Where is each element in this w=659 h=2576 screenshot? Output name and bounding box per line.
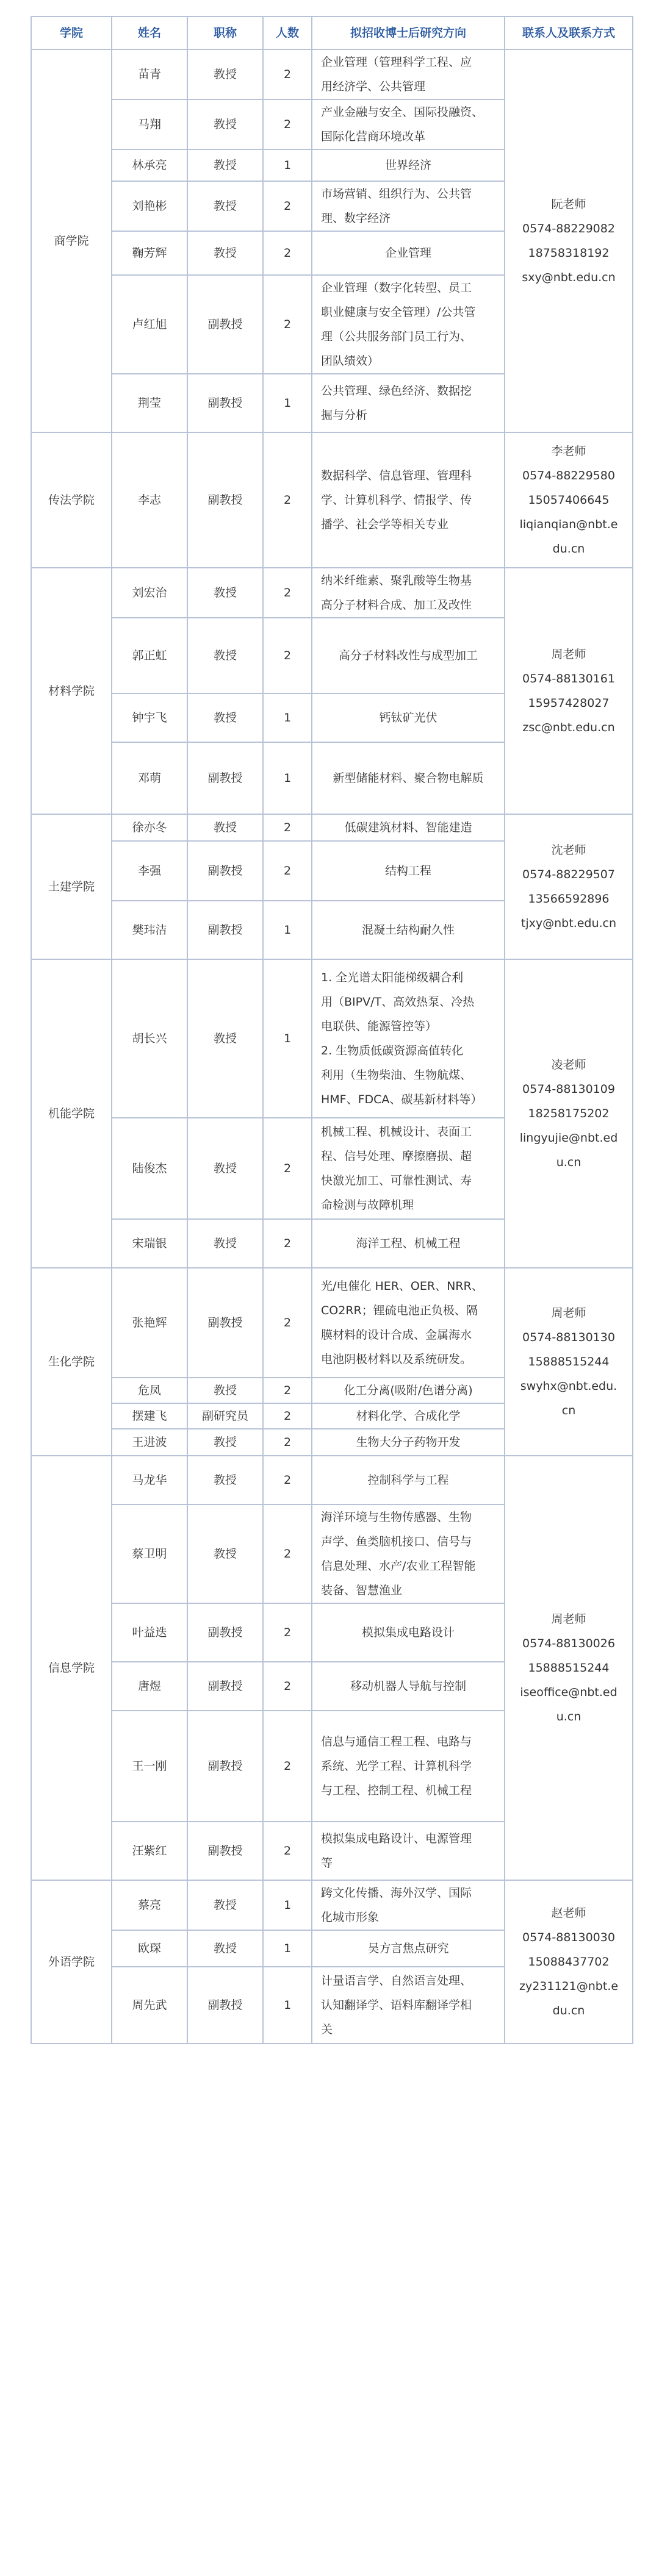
person-name: 宋瑞银	[112, 1219, 187, 1268]
text-line: 材料化学、合成化学	[356, 1409, 461, 1423]
research-direction	[312, 149, 505, 181]
text-line: du.cn	[552, 2004, 585, 2017]
table-row	[31, 959, 633, 1118]
research-direction	[312, 1378, 505, 1403]
college-cell: 机能学院	[31, 959, 112, 1268]
text-line: 控制科学与工程	[367, 1473, 449, 1487]
research-direction	[312, 1603, 505, 1662]
text-line: 关	[321, 2023, 333, 2036]
person-name: 汪紫红	[112, 1822, 187, 1880]
header-contact: 联系人及联系方式	[505, 16, 633, 49]
text-line: 光/电催化 HER、OER、NRR、	[321, 1279, 483, 1293]
contact-cell	[505, 814, 633, 959]
person-name: 张艳辉	[112, 1268, 187, 1378]
text-line: 团队绩效）	[321, 354, 380, 368]
text-line: 模拟集成电路设计、电源管理	[321, 1832, 472, 1845]
text-line: 高分子材料合成、加工及改性	[321, 598, 472, 612]
person-name: 唐煜	[112, 1662, 187, 1711]
person-name: 欧琛	[112, 1930, 187, 1967]
research-direction	[312, 1662, 505, 1711]
contact-cell	[505, 1268, 633, 1456]
quota-count: 2	[263, 1378, 312, 1403]
academic-title: 教授	[187, 1118, 263, 1219]
quota-count: 2	[263, 1711, 312, 1822]
quota-count: 2	[263, 1268, 312, 1378]
text-line: 0574-88130109	[522, 1082, 615, 1096]
recruitment-table-wrapper	[31, 16, 632, 2044]
header-count: 人数	[263, 16, 312, 49]
text-line: 新型储能材料、聚合物电解质	[333, 771, 484, 785]
academic-title: 副教授	[187, 1711, 263, 1822]
academic-title: 副教授	[187, 1268, 263, 1378]
research-direction	[312, 1118, 505, 1219]
person-name: 刘宏治	[112, 568, 187, 618]
text-line: u.cn	[556, 1156, 582, 1169]
text-line: 用经济学、公共管理	[321, 80, 426, 93]
research-direction	[312, 1219, 505, 1268]
text-line: 纳米纤维素、聚乳酸等生物基	[321, 574, 472, 587]
text-line: 海洋工程、机械工程	[356, 1237, 461, 1250]
quota-count: 2	[263, 618, 312, 693]
text-line: 周老师	[551, 648, 586, 661]
person-name: 樊玮洁	[112, 901, 187, 959]
table-row	[31, 1268, 633, 1378]
person-name: 林承亮	[112, 149, 187, 181]
quota-count: 2	[263, 432, 312, 568]
text-line: 沈老师	[551, 843, 586, 857]
quota-count: 2	[263, 1456, 312, 1504]
research-direction	[312, 693, 505, 742]
quota-count: 1	[263, 1880, 312, 1930]
research-direction	[312, 1822, 505, 1880]
header-college: 学院	[31, 16, 112, 49]
recruitment-table	[31, 16, 633, 2044]
text-line: 13566592896	[528, 892, 610, 906]
text-line: 企业管理	[384, 246, 431, 260]
contact-cell	[505, 49, 633, 432]
text-line: du.cn	[552, 542, 585, 556]
research-direction	[312, 432, 505, 568]
academic-title: 教授	[187, 1378, 263, 1403]
text-line: 产业金融与安全、国际投融资、	[321, 106, 484, 119]
text-line: HMF、FDCA、碳基新材料等）	[321, 1093, 483, 1106]
text-line: 0574-88130130	[522, 1331, 615, 1344]
college-cell: 信息学院	[31, 1456, 112, 1880]
person-name: 摆建飞	[112, 1403, 187, 1429]
contact-cell	[505, 568, 633, 814]
academic-title: 教授	[187, 1219, 263, 1268]
text-line: swyhx@nbt.edu.	[520, 1379, 618, 1393]
research-direction	[312, 814, 505, 841]
text-line: 周老师	[551, 1612, 586, 1626]
research-direction	[312, 1967, 505, 2044]
text-line: 市场营销、组织行为、公共管	[321, 187, 472, 201]
table-row	[31, 432, 633, 568]
academic-title: 教授	[187, 1504, 263, 1603]
text-line: 电池阴极材料以及系统研发。	[321, 1353, 472, 1366]
person-name: 蔡卫明	[112, 1504, 187, 1603]
person-name: 李志	[112, 432, 187, 568]
quota-count: 2	[263, 1219, 312, 1268]
text-line: 企业管理（数字化转型、员工	[321, 281, 472, 295]
text-line: liqianqian@nbt.e	[519, 518, 618, 531]
quota-count: 2	[263, 1603, 312, 1662]
text-line: 15888515244	[528, 1355, 610, 1368]
text-line: 钙钛矿光伏	[379, 711, 438, 724]
quota-count: 2	[263, 1504, 312, 1603]
quota-count: 2	[263, 568, 312, 618]
person-name: 李强	[112, 841, 187, 901]
text-line: 国际化营商环境改革	[321, 130, 426, 143]
research-direction	[312, 959, 505, 1118]
table-body	[31, 49, 633, 2044]
text-line: lingyujie@nbt.ed	[519, 1131, 618, 1145]
text-line: 15057406645	[528, 493, 610, 507]
academic-title: 副教授	[187, 432, 263, 568]
text-line: iseoffice@nbt.ed	[520, 1686, 618, 1699]
text-line: 凌老师	[551, 1058, 586, 1072]
text-line: 跨文化传播、海外汉学、国际	[321, 1886, 472, 1900]
person-name: 胡长兴	[112, 959, 187, 1118]
text-line: 理、数字经济	[321, 212, 391, 225]
person-name: 危凤	[112, 1378, 187, 1403]
person-name: 苗青	[112, 49, 187, 99]
academic-title: 副教授	[187, 1967, 263, 2044]
quota-count: 1	[263, 742, 312, 814]
text-line: 系统、光学工程、计算机科学	[321, 1759, 472, 1773]
research-direction	[312, 1930, 505, 1967]
text-line: 利用（生物柴油、生物航煤、	[321, 1068, 472, 1082]
research-direction	[312, 1429, 505, 1456]
text-line: 周老师	[551, 1306, 586, 1320]
research-direction	[312, 1268, 505, 1378]
text-line: CO2RR；锂硫电池正负极、隔	[321, 1304, 478, 1317]
text-line: 用（BIPV/T、高效热泵、冷热	[321, 995, 475, 1009]
quota-count: 2	[263, 1822, 312, 1880]
text-line: 声学、鱼类脑机接口、信号与	[321, 1535, 472, 1548]
quota-count: 1	[263, 901, 312, 959]
text-line: 15957428027	[528, 696, 610, 710]
research-direction	[312, 901, 505, 959]
person-name: 鞠芳辉	[112, 231, 187, 275]
research-direction	[312, 1504, 505, 1603]
text-line: 移动机器人导航与控制	[350, 1680, 466, 1693]
text-line: sxy@nbt.edu.cn	[522, 271, 616, 284]
college-cell: 传法学院	[31, 432, 112, 568]
contact-cell	[505, 432, 633, 568]
text-line: 认知翻译学、语料库翻译学相	[321, 1998, 472, 2012]
quota-count: 1	[263, 959, 312, 1118]
text-line: 化城市形象	[321, 1911, 380, 1924]
quota-count: 2	[263, 49, 312, 99]
table-row	[31, 568, 633, 618]
person-name: 王一刚	[112, 1711, 187, 1822]
text-line: 结构工程	[384, 864, 431, 878]
text-line: 0574-88229507	[522, 868, 615, 881]
text-line: tjxy@nbt.edu.cn	[520, 917, 617, 930]
text-line: 机械工程、机械设计、表面工	[321, 1125, 472, 1139]
college-cell: 商学院	[31, 49, 112, 432]
table-row	[31, 49, 633, 99]
quota-count: 1	[263, 693, 312, 742]
text-line: 低碳建筑材料、智能建造	[344, 821, 472, 834]
research-direction	[312, 275, 505, 374]
text-line: 学、计算机科学、情报学、传	[321, 493, 472, 507]
text-line: 1. 全光谱太阳能梯级耦合利	[321, 971, 464, 984]
academic-title: 副教授	[187, 1822, 263, 1880]
text-line: 计量语言学、自然语言处理、	[321, 1974, 472, 1987]
text-line: u.cn	[556, 1710, 582, 1723]
quota-count: 1	[263, 1930, 312, 1967]
text-line: 职业健康与安全管理）/公共管	[321, 306, 476, 319]
research-direction	[312, 568, 505, 618]
academic-title: 教授	[187, 149, 263, 181]
text-line: zy231121@nbt.e	[519, 1980, 619, 1993]
text-line: 信息处理、水产/农业工程智能	[321, 1559, 476, 1573]
table-row	[31, 814, 633, 841]
text-line: 公共管理、绿色经济、数据挖	[321, 384, 472, 398]
academic-title: 教授	[187, 1880, 263, 1930]
quota-count: 2	[263, 275, 312, 374]
quota-count: 1	[263, 374, 312, 432]
academic-title: 副教授	[187, 841, 263, 901]
academic-title: 副教授	[187, 901, 263, 959]
person-name: 刘艳彬	[112, 181, 187, 231]
research-direction	[312, 99, 505, 149]
person-name: 荆莹	[112, 374, 187, 432]
research-direction	[312, 49, 505, 99]
academic-title: 副教授	[187, 742, 263, 814]
college-cell: 生化学院	[31, 1268, 112, 1456]
person-name: 叶益迭	[112, 1603, 187, 1662]
header-name: 姓名	[112, 16, 187, 49]
college-cell: 外语学院	[31, 1880, 112, 2044]
academic-title: 副教授	[187, 1603, 263, 1662]
text-line: 生物大分子药物开发	[356, 1436, 461, 1449]
person-name: 钟宇飞	[112, 693, 187, 742]
person-name: 徐亦冬	[112, 814, 187, 841]
text-line: 程、信号处理、摩擦磨损、超	[321, 1150, 472, 1163]
quota-count: 2	[263, 181, 312, 231]
header-row	[31, 16, 633, 49]
research-direction	[312, 841, 505, 901]
research-direction	[312, 1456, 505, 1504]
text-line: 高分子材料改性与成型加工	[338, 649, 478, 662]
person-name: 邓萌	[112, 742, 187, 814]
text-line: 0574-88229082	[522, 222, 615, 235]
person-name: 卢红旭	[112, 275, 187, 374]
research-direction	[312, 374, 505, 432]
quota-count: 2	[263, 231, 312, 275]
research-direction	[312, 181, 505, 231]
research-direction	[312, 742, 505, 814]
quota-count: 2	[263, 814, 312, 841]
text-line: 电联供、能源管控等）	[321, 1020, 438, 1033]
person-name: 蔡亮	[112, 1880, 187, 1930]
academic-title: 副教授	[187, 374, 263, 432]
header-title: 职称	[187, 16, 263, 49]
academic-title: 教授	[187, 814, 263, 841]
text-line: 膜材料的设计合成、金属海水	[321, 1328, 472, 1342]
college-cell: 土建学院	[31, 814, 112, 959]
text-line: 2. 生物质低碳资源高值转化	[321, 1044, 464, 1057]
table-row	[31, 1456, 633, 1504]
text-line: 播学、社会学等相关专业	[321, 518, 449, 531]
quota-count: 2	[263, 1403, 312, 1429]
text-line: 15888515244	[528, 1661, 610, 1675]
person-name: 陆俊杰	[112, 1118, 187, 1219]
research-direction	[312, 618, 505, 693]
text-line: 装备、智慧渔业	[321, 1584, 403, 1597]
research-direction	[312, 1403, 505, 1429]
academic-title: 教授	[187, 181, 263, 231]
text-line: 快激光加工、可靠性测试、寿	[321, 1174, 472, 1187]
text-line: 与工程、控制工程、机械工程	[321, 1784, 472, 1797]
quota-count: 2	[263, 99, 312, 149]
academic-title: 教授	[187, 568, 263, 618]
text-line: 0574-88130026	[522, 1637, 615, 1650]
text-line: 掘与分析	[321, 409, 368, 422]
quota-count: 2	[263, 1118, 312, 1219]
research-direction	[312, 231, 505, 275]
contact-cell	[505, 959, 633, 1268]
quota-count: 2	[263, 1429, 312, 1456]
text-line: 0574-88130030	[522, 1931, 615, 1944]
contact-cell	[505, 1456, 633, 1880]
college-cell: 材料学院	[31, 568, 112, 814]
academic-title: 教授	[187, 231, 263, 275]
text-line: 世界经济	[384, 159, 431, 172]
text-line: 18258175202	[528, 1107, 610, 1120]
text-line: 企业管理（管理科学工程、应	[321, 55, 472, 69]
person-name: 郭正虹	[112, 618, 187, 693]
academic-title: 教授	[187, 618, 263, 693]
text-line: 15088437702	[528, 1955, 610, 1969]
text-line: 0574-88130161	[522, 672, 615, 685]
academic-title: 副教授	[187, 1662, 263, 1711]
person-name: 王进波	[112, 1429, 187, 1456]
person-name: 马龙华	[112, 1456, 187, 1504]
quota-count: 1	[263, 149, 312, 181]
text-line: 模拟集成电路设计	[361, 1626, 455, 1639]
academic-title: 副研究员	[187, 1403, 263, 1429]
text-line: 赵老师	[551, 1906, 586, 1920]
text-line: 信息与通信工程工程、电路与	[321, 1735, 472, 1748]
text-line: zsc@nbt.edu.cn	[522, 721, 615, 734]
text-line: 数据科学、信息管理、管理科	[321, 469, 472, 482]
text-line: 化工分离(吸附/色谱分离)	[344, 1384, 473, 1397]
text-line: 吴方言焦点研究	[367, 1942, 449, 1955]
text-line: 0574-88229580	[522, 469, 615, 482]
research-direction	[312, 1711, 505, 1822]
academic-title: 教授	[187, 1456, 263, 1504]
text-line: cn	[561, 1404, 576, 1417]
text-line: 混凝土结构耐久性	[361, 923, 455, 937]
contact-cell	[505, 1880, 633, 2044]
academic-title: 教授	[187, 49, 263, 99]
quota-count: 2	[263, 841, 312, 901]
academic-title: 教授	[187, 959, 263, 1118]
quota-count: 1	[263, 1967, 312, 2044]
text-line: 18758318192	[528, 246, 610, 260]
academic-title: 教授	[187, 1930, 263, 1967]
person-name: 马翔	[112, 99, 187, 149]
text-line: 等	[321, 1856, 333, 1870]
person-name: 周先武	[112, 1967, 187, 2044]
academic-title: 副教授	[187, 275, 263, 374]
text-line: 理（公共服务部门员工行为、	[321, 330, 472, 343]
academic-title: 教授	[187, 693, 263, 742]
text-line: 海洋环境与生物传感器、生物	[321, 1511, 472, 1524]
text-line: 李老师	[551, 445, 586, 458]
header-direction: 拟招收博士后研究方向	[312, 16, 505, 49]
text-line: 阮老师	[551, 198, 586, 211]
table-row	[31, 1880, 633, 1930]
academic-title: 教授	[187, 1429, 263, 1456]
quota-count: 2	[263, 1662, 312, 1711]
text-line: 命检测与故障机理	[321, 1198, 414, 1212]
academic-title: 教授	[187, 99, 263, 149]
research-direction	[312, 1880, 505, 1930]
